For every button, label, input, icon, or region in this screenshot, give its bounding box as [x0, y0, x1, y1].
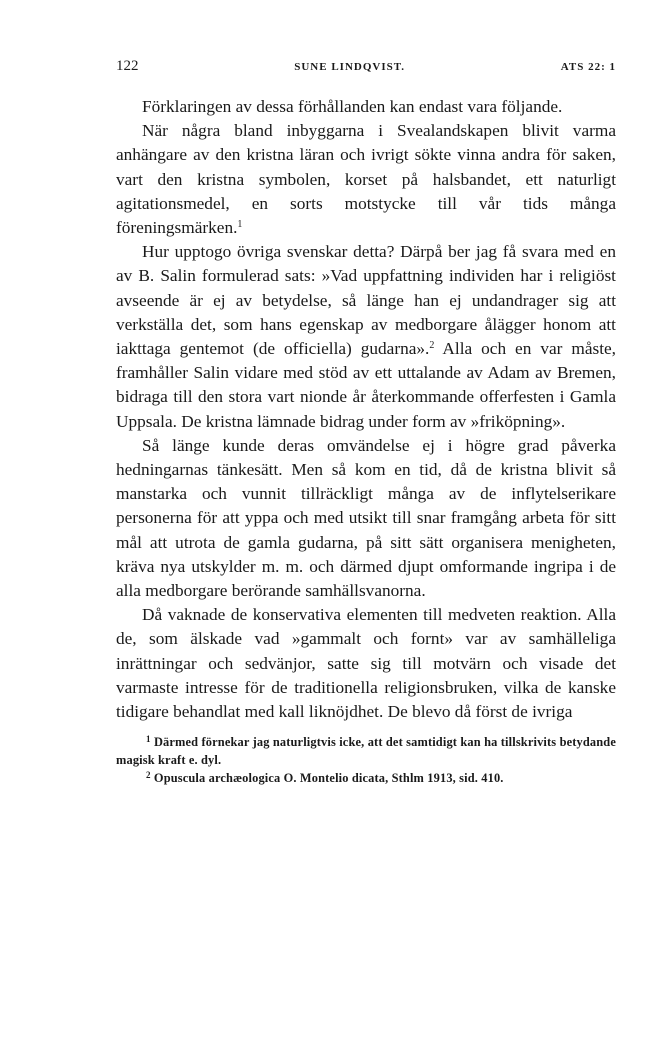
footnote-ref-1: 1: [237, 219, 243, 231]
paragraph-text: Förklaringen av dessa förhållanden kan endast vara följande.: [142, 97, 563, 116]
footnote-marker: 2: [146, 770, 151, 781]
paragraph-3: [116, 240, 616, 434]
footnote-1: [116, 733, 616, 769]
running-header: [116, 58, 616, 80]
footnote-text: Därmed förnekar jag naturligtvis icke, att det samtidigt kan ha tillskrivits betydande magisk kraft e. dyl.: [116, 735, 616, 768]
paragraph-2: [116, 119, 616, 240]
paragraph-text: När några bland inbyggarna i Svealandskapen blivit varma anhängare av den kristna läran och ivrigt sökte vinna andra för saken, vart den kristna symbolen, korset på halsbandet, ett naturligt agitationsmedel, en sorts motstycke till vår tids många föreningsmärken.: [116, 121, 616, 238]
running-title: SUNE LINDQVIST.: [294, 61, 406, 73]
paragraph-text: Hur upptogo övriga svenskar detta? Därpå ber jag få svara med en av B. Salin formulerad sats: »Vad uppfattning individen har i religiöst avseende är ej av betydelse, så länge han ej undandrager sig att verkställa det, som hans egenskap av medborgare ålägger honom att iakttaga gentemot (de officiella) gudarna».: [116, 242, 616, 359]
footnotes: [116, 733, 616, 787]
page-number: 122: [116, 58, 139, 74]
paragraph-text: Då vaknade de konservativa elementen till medveten reaktion. Alla de, som älskade vad »gammalt och fornt» var av samhälleliga inrättningar och sedvänjor, satte sig till motvärn och visade det varmaste intresse för de traditionella religionsbruken, vilka de kanske tidigare behandlat med kall liknöjdhet. De blevo då först de ivriga: [116, 605, 616, 722]
journal-reference: ATS 22: 1: [560, 61, 616, 73]
paragraph-text: Så länge kunde deras omvändelse ej i högre grad påverka hedningarnas tänkesätt. Men så kom en tid, då de kristna blivit så manstarka och vunnit tillräckligt många av de inflytelserikare personerna för att yppa och med utsikt till snar framgång arbeta för sitt mål att utrota de gamla gudarna, på sitt sätt organisera menigheten, kräva nya utskylder m. m. och därmed djupt omformande ingripa i de alla medborgare berörande samhällsvanorna.: [116, 435, 616, 601]
footnote-2: [116, 769, 616, 787]
page: [116, 58, 616, 787]
paragraph-1: [116, 95, 616, 119]
paragraph-5: [116, 603, 616, 724]
footnote-ref-2: 2: [429, 340, 435, 352]
paragraph-4: [116, 434, 616, 603]
body-text: [116, 95, 616, 724]
footnote-text: Opuscula archæologica O. Montelio dicata, Sthlm 1913, sid. 410.: [150, 771, 504, 786]
paragraph-text-continued: Alla och en var måste, framhåller Salin vidare med stöd av ett uttalande av Adam av Bremen, bidraga till den stora vart nionde år återkommande offerfesten i Gamla Uppsala. De kristna lämnade bidrag under form av »friköpning».: [116, 339, 617, 431]
footnote-marker: 1: [146, 734, 151, 745]
